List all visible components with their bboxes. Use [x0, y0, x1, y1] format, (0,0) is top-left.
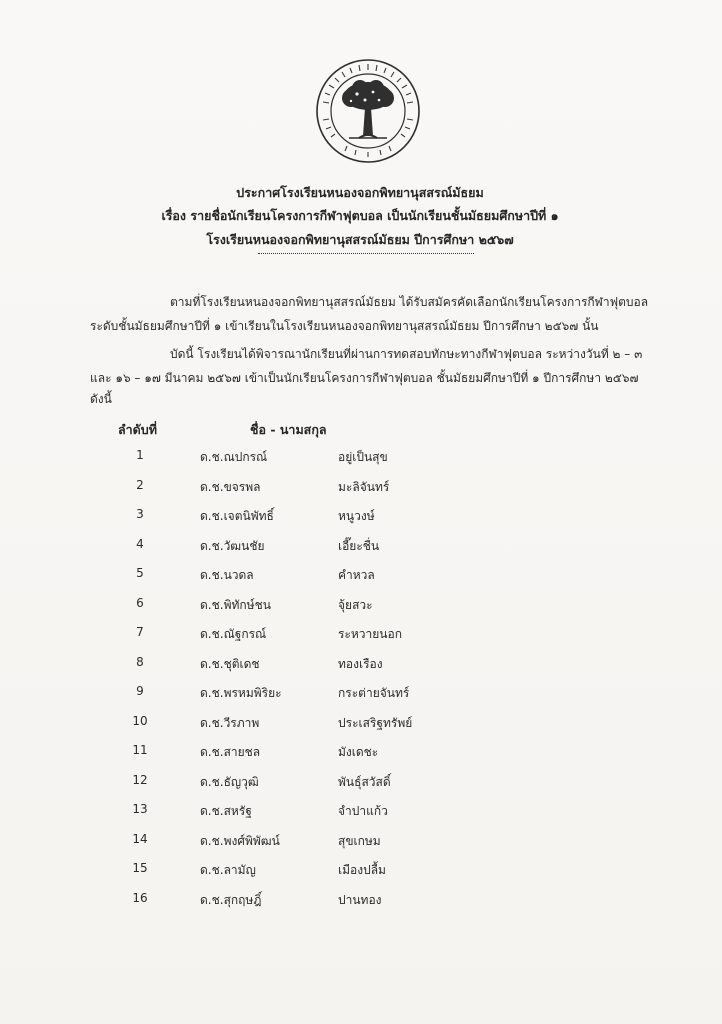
row-number: 4	[136, 536, 144, 551]
list-item	[0, 448, 722, 478]
list-item	[0, 566, 722, 596]
student-first-name: ด.ช.ธัญวุฒิ	[200, 774, 259, 789]
student-first-name: ด.ช.พิทักษ์ชน	[200, 597, 271, 612]
paragraph-2-line-3: ดังนี้	[90, 392, 112, 406]
student-first-name: ด.ช.พงศ์พิพัฒน์	[200, 833, 280, 848]
student-last-name: ประเสริฐทรัพย์	[338, 715, 413, 730]
student-last-name: สุขเกษม	[338, 833, 381, 848]
announcement-school-year: โรงเรียนหนองจอกพิทยานุสสรณ์มัธยม ปีการศึกษา ๒๕๖๗	[206, 232, 514, 247]
student-first-name: ด.ช.สุกฤษฎิ์	[200, 892, 262, 907]
row-number: 14	[132, 831, 148, 846]
list-item	[0, 537, 722, 567]
list-item	[0, 625, 722, 655]
student-first-name: ด.ช.ชุติเดช	[200, 656, 260, 671]
student-last-name: มังเดชะ	[338, 745, 379, 759]
student-list	[0, 448, 722, 920]
row-number: 5	[136, 566, 144, 580]
column-header-order: ลำดับที่	[118, 422, 157, 437]
student-last-name: เมืองปลื้ม	[338, 863, 386, 877]
student-last-name: หนูวงษ์	[338, 509, 375, 523]
student-last-name: มะลิจันทร์	[338, 479, 390, 494]
list-item	[0, 507, 722, 537]
column-header-name: ชื่อ - นามสกุล	[250, 422, 327, 437]
student-first-name: ด.ช.ขจรพล	[200, 479, 261, 494]
row-number: 8	[136, 654, 144, 669]
announcement-title: ประกาศโรงเรียนหนองจอกพิทยานุสสรณ์มัธยม	[236, 185, 484, 200]
student-last-name: จำปาแก้ว	[338, 804, 388, 818]
student-last-name: จุ้ยสวะ	[338, 597, 373, 612]
list-item	[0, 773, 722, 803]
row-number: 10	[132, 713, 148, 728]
row-number: 2	[136, 477, 144, 492]
student-last-name: ทองเรือง	[338, 656, 383, 671]
row-number: 12	[132, 772, 148, 787]
announcement-subject: เรื่อง รายชื่อนักเรียนโครงการกีฬาฟุตบอล เป็นนักเรียนชั้นมัธยมศึกษาปีที่ ๑	[161, 208, 559, 223]
list-item	[0, 861, 722, 891]
row-number: 3	[136, 507, 144, 521]
row-number: 15	[132, 861, 148, 875]
student-first-name: ด.ช.เจตนิพัทธิ์	[200, 509, 274, 523]
list-item	[0, 832, 722, 862]
list-item	[0, 596, 722, 626]
student-first-name: ด.ช.สายชล	[200, 745, 261, 759]
school-seal-tree-icon	[315, 58, 421, 164]
list-item	[0, 743, 722, 773]
paragraph-2-line-2: และ ๑๖ – ๑๗ มีนาคม ๒๕๖๗ เข้าเป็นนักเรียนโครงการกีฬาฟุตบอล ชั้นมัธยมศึกษาปีที่ ๑ ปีการศึกษา ๒๕๖๗	[90, 371, 639, 385]
row-number: 13	[132, 802, 148, 816]
list-item	[0, 714, 722, 744]
row-number: 7	[136, 625, 144, 639]
student-last-name: ปานทอง	[338, 892, 382, 907]
list-item	[0, 684, 722, 714]
paragraph-1-line-1: ตามที่โรงเรียนหนองจอกพิทยานุสสรณ์มัธยม ได้รับสมัครคัดเลือกนักเรียนโครงการกีฬาฟุตบอล	[170, 295, 649, 309]
student-first-name: ด.ช.ณปกรณ์	[200, 450, 268, 464]
student-last-name: เอี๊ยะชื่น	[338, 538, 380, 553]
student-last-name: พันธุ์สวัสดิ์	[338, 774, 391, 789]
list-item	[0, 802, 722, 832]
row-number: 16	[132, 890, 148, 905]
list-item	[0, 655, 722, 685]
row-number: 11	[132, 743, 148, 757]
list-item	[0, 478, 722, 508]
row-number: 1	[136, 448, 144, 462]
list-item	[0, 891, 722, 921]
student-last-name: ระหวายนอก	[338, 627, 402, 641]
dotted-divider	[258, 253, 474, 254]
student-last-name: คำหวล	[338, 568, 375, 582]
student-first-name: ด.ช.ลามัญ	[200, 863, 256, 877]
row-number: 6	[136, 595, 144, 610]
student-last-name: กระต่ายจันทร์	[338, 686, 410, 700]
student-first-name: ด.ช.สหรัฐ	[200, 804, 252, 818]
student-first-name: ด.ช.ณัฐกรณ์	[200, 627, 267, 641]
row-number: 9	[136, 684, 144, 698]
student-first-name: ด.ช.นวดล	[200, 568, 254, 582]
paragraph-1-line-2: ระดับชั้นมัธยมศึกษาปีที่ ๑ เข้าเรียนในโรงเรียนหนองจอกพิทยานุสสรณ์มัธยม ปีการศึกษา ๒๕๖๗ นั้น	[90, 319, 599, 333]
student-last-name: อยู่เป็นสุข	[338, 450, 388, 464]
student-first-name: ด.ช.วีรภาพ	[200, 715, 260, 730]
paragraph-2-line-1: บัดนี้ โรงเรียนได้พิจารณานักเรียนที่ผ่านการทดสอบทักษะทางกีฬาฟุตบอล ระหว่างวันที่ ๒ – ๓	[170, 347, 643, 361]
student-first-name: ด.ช.วัฒนชัย	[200, 538, 265, 553]
student-first-name: ด.ช.พรหมพิริยะ	[200, 686, 282, 700]
